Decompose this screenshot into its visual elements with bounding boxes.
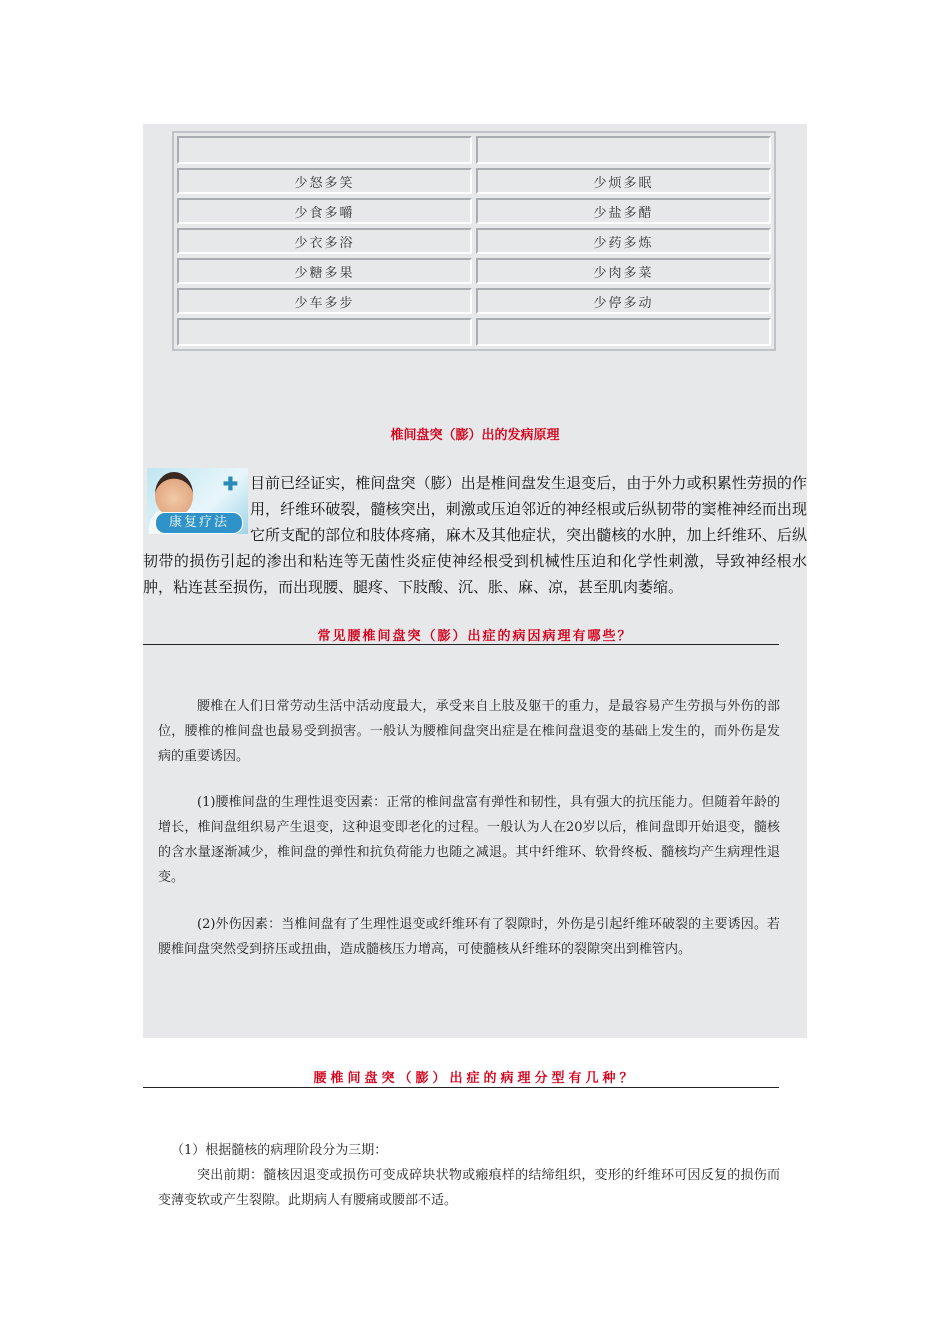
types-paragraph-2: 突出前期：髓核因退变或损伤可变成碎块状物或瘢痕样的结缔组织，变形的纤维环可因反复的损伤而变薄变软或产生裂隙。此期病人有腰痛或腰部不适。: [158, 1168, 780, 1208]
health-tips-table: [172, 131, 776, 351]
table-row: [177, 258, 771, 284]
table-cell: 少烦多眠: [476, 168, 771, 194]
table-cell: 少衣多浴: [177, 228, 472, 254]
table-cell: 少车多步: [177, 288, 472, 314]
table-cell: 少药多炼: [476, 228, 771, 254]
table-row: [177, 318, 771, 346]
table-cell-empty: [476, 136, 771, 164]
table-row: [177, 198, 771, 224]
section-title-causes: 常见腰椎间盘突（膨）出症的病因病理有哪些？: [317, 629, 633, 644]
causes-paragraph-2: (1)腰椎间盘的生理性退变因素：正常的椎间盘富有弹性和韧性，具有强大的抗压能力。但随着年龄的增长，椎间盘组织易产生退变，这种退变即老化的过程。一般认为人在20岁以后，椎间盘即开始退变，髓核的含水量逐渐减少，椎间盘的弹性和抗负荷能力也随之减退。其中纤维环、软骨终板、髓核均产生病理性退变。: [158, 795, 780, 885]
table-row: [177, 136, 771, 164]
table-cell-empty: [177, 136, 472, 164]
table-cell: 少停多动: [476, 288, 771, 314]
table-cell-empty: [476, 318, 771, 346]
causes-paragraph-3: (2)外伤因素：当椎间盘有了生理性退变或纤维环有了裂隙时，外伤是引起纤维环破裂的主要诱因。若腰椎间盘突然受到挤压或扭曲，造成髓核压力增高，可使髓核从纤维环的裂隙突出到椎管内。: [158, 917, 780, 957]
doctor-face-graphic: [155, 472, 193, 516]
table-cell: 少糖多果: [177, 258, 472, 284]
table-cell: 少盐多醋: [476, 198, 771, 224]
section-title-types: 腰椎间盘突（膨）出症的病理分型有几种？: [313, 1071, 637, 1086]
table-row: [177, 228, 771, 254]
rehab-badge-image: [147, 468, 248, 534]
pathogenesis-text: 目前已经证实，椎间盘突（膨）出是椎间盘发生退变后，由于外力或积累性劳损的作用，纤维环破裂，髓核突出，刺激或压迫邻近的神经根或后纵韧带的窦椎神经而出现它所支配的部位和肢体疼痛，麻木及其他症状，突出髓核的水肿，加上纤维环、后纵韧带的损伤引起的渗出和粘连等无菌性炎症使神经根受到机械性压迫和化学性刺激，导致神经根水肿，粘连甚至损伤，而出现腰、腿疼、下肢酸、沉、胀、麻、凉，甚至肌肉萎缩。: [143, 474, 807, 596]
table-cell: 少肉多菜: [476, 258, 771, 284]
medical-cross-icon: ✚: [222, 474, 238, 495]
table-row: [177, 288, 771, 314]
table-cell: 少怒多笑: [177, 168, 472, 194]
table-cell: 少食多嚼: [177, 198, 472, 224]
causes-paragraph-1: 腰椎在人们日常劳动生活中活动度最大，承受来自上肢及躯干的重力，是最容易产生劳损与外伤的部位，腰椎的椎间盘也最易受到损害。一般认为腰椎间盘突出症是在椎间盘退变的基础上发生的，而外伤是发病的重要诱因。: [158, 699, 780, 764]
section-title-pathogenesis: 椎间盘突（膨）出的发病原理: [390, 428, 560, 443]
types-paragraph-1: （1）根据髓核的病理阶段分为三期：: [171, 1143, 388, 1158]
divider: [143, 644, 779, 645]
badge-label: 康复疗法: [155, 512, 243, 534]
table-cell-empty: [177, 318, 472, 346]
table-row: [177, 168, 771, 194]
divider: [143, 1087, 779, 1088]
